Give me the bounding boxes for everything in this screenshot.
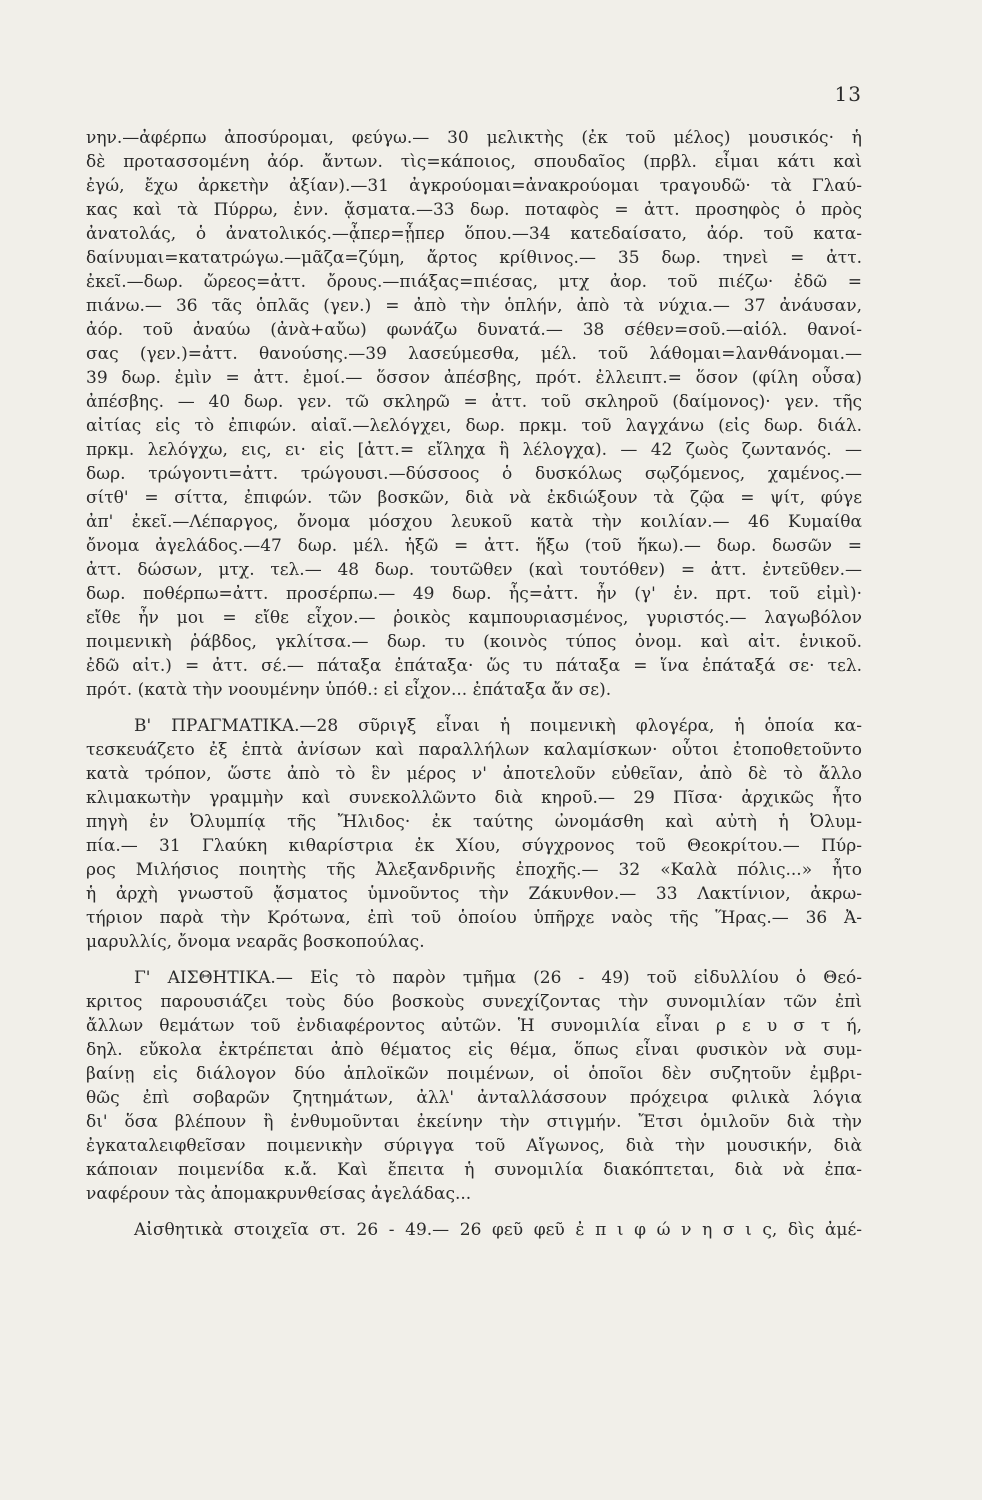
text-line: αἰτίας εἰς τὸ ἐπιφών. αἰαῖ.—λελόγχει, δωρ. πρκμ. τοῦ λαγχάνω (εἰς δωρ. διάλ.: [86, 416, 862, 436]
text-line: ἐγκαταλειφθεῖσαν ποιμενικὴν σύριγγα τοῦ Αἴγωνος, διὰ τὴν μουσικήν, διὰ: [86, 1136, 862, 1156]
text-line: κλιμακωτὴν γραμμὴν καὶ συνεκολλῶντο διὰ κηροῦ.— 29 Πῖσα· ἀρχικῶς ἦτο: [86, 788, 862, 808]
text-line: σας (γεν.)=ἀττ. θανούσης.—39 λασεύμεσθα, μέλ. τοῦ λάθομαι=λανθάνομαι.—: [86, 344, 862, 364]
section-c-aisthetika: [86, 966, 862, 1206]
section-b-pragmatika: [86, 714, 862, 954]
text-line: δι' ὅσα βλέπουν ἢ ἐνθυμοῦνται ἐκείνην τὴν στιγμήν. Ἔτσι ὁμιλοῦν διὰ τὴν: [86, 1112, 862, 1132]
text-line: δηλ. εὔκολα ἐκτρέπεται ἀπὸ θέματος εἰς θέμα, ὅπως εἶναι φυσικὸν νὰ συμ-: [86, 1040, 862, 1060]
text-line: ἀπέσβης. — 40 δωρ. γεν. τῶ σκληρῶ = ἀττ. τοῦ σκληροῦ (δαίμονος)· γεν. τῆς: [86, 392, 862, 412]
text-line: κάποιαν ποιμενίδα κ.ἄ. Καὶ ἔπειτα ἡ συνομιλία διακόπτεται, διὰ νὰ ἐπα-: [86, 1160, 862, 1180]
text-line: βαίνῃ εἰς διάλογον δύο ἁπλοϊκῶν ποιμένων, οἱ ὁποῖοι δὲν συζητοῦν ἐμβρι-: [86, 1064, 862, 1084]
text-line: 39 δωρ. ἐμὶν = ἀττ. ἐμοί.— ὅσσον ἀπέσβης, πρότ. ἐλλειπτ.= ὅσον (φίλη οὖσα): [86, 368, 862, 388]
text-line: δωρ. ποθέρπω=ἀττ. προσέρπω.— 49 δωρ. ἧς=ἀττ. ἦν (γ' ἑν. πρτ. τοῦ εἰμὶ)·: [86, 584, 862, 604]
text-line: ἐκεῖ.—δωρ. ὤρεος=ἀττ. ὄρους.—πιάξας=πιέσας, μτχ ἀορ. τοῦ πιέζω· ἐδῶ =: [86, 272, 862, 292]
text-line: πηγὴ ἐν Ὀλυμπίᾳ τῆς Ἤλιδος· ἐκ ταύτης ὠνομάσθη καὶ αὐτὴ ἡ Ὀλυμ-: [86, 812, 862, 832]
text-line: εἴθε ἦν μοι = εἴθε εἶχον.— ῥοικὸς καμπουριασμένος, γυριστός.— λαγωβόλον: [86, 608, 862, 628]
text-line: τεσκευάζετο ἐξ ἑπτὰ ἀνίσων καὶ παραλλήλων καλαμίσκων· οὗτοι ἐτοποθετοῦντο: [86, 740, 862, 760]
text-line: δὲ προτασσομένη ἀόρ. ἄντων. τὶς=κάποιος, σπουδαῖος (πρβλ. εἶμαι κάτι καὶ: [86, 152, 862, 172]
text-line: ρος Μιλήσιος ποιητὴς τῆς Ἀλεξανδρινῆς ἐποχῆς.— 32 «Καλὰ πόλις...» ἦτο: [86, 860, 862, 880]
text-line: νην.—ἀφέρπω ἀποσύρομαι, φεύγω.— 30 μελικτὴς (ἐκ τοῦ μέλος) μουσικός· ἡ: [86, 128, 862, 148]
section-d-aisthetika-stoicheia: [86, 1218, 862, 1242]
text-line: ἐγώ, ἔχω ἀρκετὴν ἀξίαν).—31 ἀγκρούομαι=ἀνακρούομαι τραγουδῶ· τὰ Γλαύ-: [86, 176, 862, 196]
text-line: δωρ. τρώγοντι=ἀττ. τρώγουσι.—δύσσοος ὁ δυσκόλως σῳζόμενος, χαμένος.—: [86, 464, 862, 484]
text-line: ἀττ. δώσων, μτχ. τελ.— 48 δωρ. τουτῶθεν (καὶ τουτόθεν) = ἀττ. ἐντεῦθεν.—: [86, 560, 862, 580]
page-number: 13: [834, 82, 862, 106]
text-line: σίτθ' = σίττα, ἐπιφών. τῶν βοσκῶν, διὰ νὰ ἐκδιώξουν τὰ ζῷα = ψίτ, φύγε: [86, 488, 862, 508]
text-line: ἄλλων θεμάτων τοῦ ἐνδιαφέροντος αὐτῶν. Ἡ συνομιλία εἶναι ρ ε υ σ τ ή,: [86, 1016, 862, 1036]
section-heading-line: Γ' ΑΙΣΘΗΤΙΚΑ.— Εἰς τὸ παρὸν τμῆμα (26 - 49) τοῦ εἰδυλλίου ὁ Θεό-: [134, 968, 862, 988]
text-line: ἀόρ. τοῦ ἀναύω (ἀνὰ+αὔω) φωνάζω δυνατά.— 38 σέθεν=σοῦ.—αἰόλ. θανοί-: [86, 320, 862, 340]
text-line: πιάνω.— 36 τᾶς ὁπλᾶς (γεν.) = ἀπὸ τὴν ὁπλήν, ἀπὸ τὰ νύχια.— 37 ἀνάυσαν,: [86, 296, 862, 316]
text-line: τήριον παρὰ τὴν Κρότωνα, ἐπὶ τοῦ ὁποίου ὑπῆρχε ναὸς τῆς Ἥρας.— 36 Ἀ-: [86, 908, 862, 928]
text-line: ποιμενικὴ ῥάβδος, γκλίτσα.— δωρ. τυ (κοινὸς τύπος ὀνομ. καὶ αἰτ. ἑνικοῦ.: [86, 632, 862, 652]
text-line: πρότ. (κατὰ τὴν νοουμένην ὑπόθ.: εἰ εἶχον... ἐπάταξα ἄν σε).: [86, 680, 612, 700]
notes-paragraph: [86, 126, 862, 702]
text-line: ἀνατολάς, ὁ ἀνατολικός.—ᾆπερ=ᾗπερ ὅπου.—34 κατεδαίσατο, ἀόρ. τοῦ κατα-: [86, 224, 862, 244]
text-line: πία.— 31 Γλαύκη κιθαρίστρια ἐκ Χίου, σύγχρονος τοῦ Θεοκρίτου.— Πύρ-: [86, 836, 862, 856]
text-line: κατὰ τρόπον, ὥστε ἀπὸ τὸ ἓν μέρος ν' ἀποτελοῦν εὐθεῖαν, ἀπὸ δὲ τὸ ἄλλο: [86, 764, 862, 784]
page-text: [86, 126, 862, 1242]
section-heading-line: Αἰσθητικὰ στοιχεῖα στ. 26 - 49.— 26 φεῦ φεῦ ἐ π ι φ ώ ν η σ ι ς, δὶς ἀμέ-: [134, 1220, 862, 1240]
text-line: μαρυλλίς, ὄνομα νεαρᾶς βοσκοπούλας.: [86, 932, 425, 952]
section-heading-line: Β' ΠΡΑΓΜΑΤΙΚΑ.—28 σῦριγξ εἶναι ἡ ποιμενικὴ φλογέρα, ἡ ὁποία κα-: [134, 716, 862, 736]
text-line: ἡ ἀρχὴ γνωστοῦ ᾄσματος ὑμνοῦντος τὴν Ζάκυνθον.— 33 Λακτίνιον, ἀκρω-: [86, 884, 862, 904]
text-line: πρκμ. λελόγχω, εις, ει· εἰς [ἀττ.= εἴληχα ἢ λέλογχα). — 42 ζωὸς ζωντανός. —: [86, 440, 862, 460]
text-line: ἐδῶ αἰτ.) = ἀττ. σέ.— πάταξα ἐπάταξα· ὥς τυ πάταξα = ἵνα ἐπάταξά σε· τελ.: [86, 656, 862, 676]
text-line: θῶς ἐπὶ σοβαρῶν ζητημάτων, ἀλλ' ἀνταλλάσσουν πρόχειρα φιλικὰ λόγια: [86, 1088, 862, 1108]
text-line: κριτος παρουσιάζει τοὺς δύο βοσκοὺς συνεχίζοντας τὴν συνομιλίαν τῶν ἐπὶ: [86, 992, 862, 1012]
text-line: δαίνυμαι=κατατρώγω.—μᾶζα=ζύμη, ἄρτος κρίθινος.— 35 δωρ. τηνεὶ = ἀττ.: [86, 248, 862, 268]
text-line: ὄνομα ἀγελάδος.—47 δωρ. μέλ. ἡξῶ = ἀττ. ἥξω (τοῦ ἥκω).— δωρ. δωσῶν =: [86, 536, 862, 556]
text-line: ἀπ' ἐκεῖ.—Λέπαργος, ὄνομα μόσχου λευκοῦ κατὰ τὴν κοιλίαν.— 46 Κυμαίθα: [86, 512, 862, 532]
text-line: κας καὶ τὰ Πύρρω, ἐνν. ᾄσματα.—33 δωρ. ποταφὸς = ἀττ. προσηφὸς ὁ πρὸς: [86, 200, 862, 220]
text-line: ναφέρουν τὰς ἀπομακρυνθείσας ἀγελάδας...: [86, 1184, 472, 1204]
